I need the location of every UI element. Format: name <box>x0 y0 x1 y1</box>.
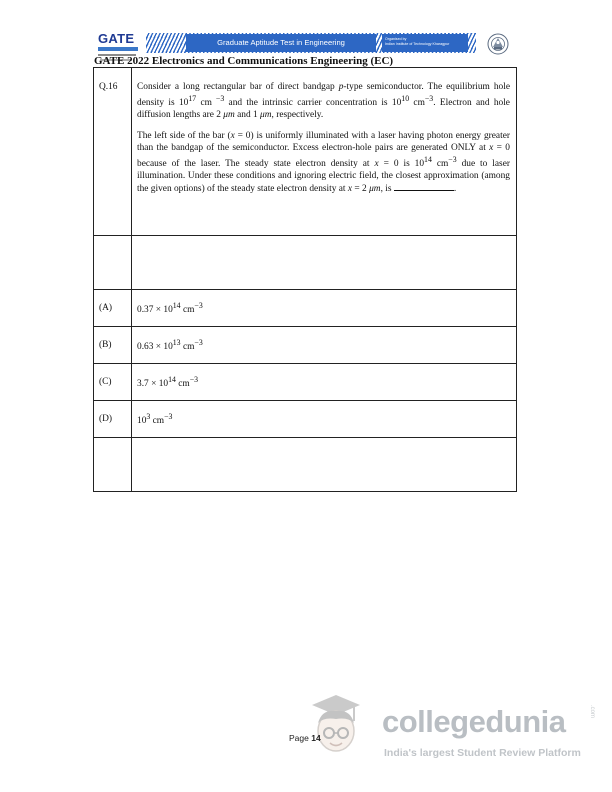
header-banner <box>146 33 476 53</box>
spacer-row <box>94 236 517 290</box>
brand-domain: .com <box>589 705 595 719</box>
option-row-b <box>94 327 517 364</box>
option-label: (A) <box>94 290 132 327</box>
option-value: $10^3$ $cm^{-3}$ <box>132 401 517 438</box>
option-label: (C) <box>94 364 132 401</box>
banner-title: Graduate Aptitude Test in Engineering <box>186 34 376 52</box>
gate-logo-text: GATE <box>98 31 135 46</box>
spacer-row <box>94 438 517 492</box>
question-body <box>132 68 517 236</box>
answer-blank <box>394 182 454 191</box>
banner-organiser <box>382 34 468 52</box>
option-label: (B) <box>94 327 132 364</box>
brand-watermark: collegedunia <box>382 704 566 739</box>
gate-logo-bar <box>98 47 138 51</box>
organiser-line-2: Indian Institute of Technology Kharagpur <box>385 42 450 46</box>
page-number: Page 14 <box>289 733 321 743</box>
mascot-watermark-icon <box>292 683 376 767</box>
option-row-d <box>94 401 517 438</box>
question-row <box>94 68 517 236</box>
option-label: (D) <box>94 401 132 438</box>
iit-kharagpur-emblem-icon <box>487 33 509 55</box>
option-row-c <box>94 364 517 401</box>
option-row-a <box>94 290 517 327</box>
question-table <box>93 67 517 492</box>
option-value: $0.37 \times 10^{14}$ $cm^{-3}$ <box>132 290 517 327</box>
question-paragraph-1: Consider a long rectangular bar of direct bandgap p-type semiconductor. The equilibrium hole density is $10^{17}$ cm $^{-3}$ and the intrinsic carrier concentration is $10^{10}$ $cm^{-3}$. Electron and hole diffusion lengths are 2 μm and 1 μm, respectively. <box>137 82 510 121</box>
option-value: $3.7 \times 10^{14}$ $cm^{-3}$ <box>132 364 517 401</box>
question-paragraph-2: The left side of the bar (x = 0) is uniformly illuminated with a laser having photon energy greater than the bandgap of the semiconductor. Excess electron-hole pairs are generated ONLY at x = 0 because of the laser. The steady state electron density at x = 0 is $10^{14}$ $cm^{-3}$ due to laser illumination. Under these conditions and ignoring electric field, the closest approximation (among the given options) of the steady state electron density at x = 2 μm, is . <box>137 131 510 195</box>
document-title: GATE 2022 Electronics and Communications Engineering (EC) <box>94 55 394 67</box>
question-number: Q.16 <box>94 68 132 236</box>
brand-tagline: India's largest Student Review Platform <box>384 747 581 759</box>
option-value: $0.63 \times 10^{13}$ $cm^{-3}$ <box>132 327 517 364</box>
organiser-line-1: Organised by <box>385 37 407 41</box>
